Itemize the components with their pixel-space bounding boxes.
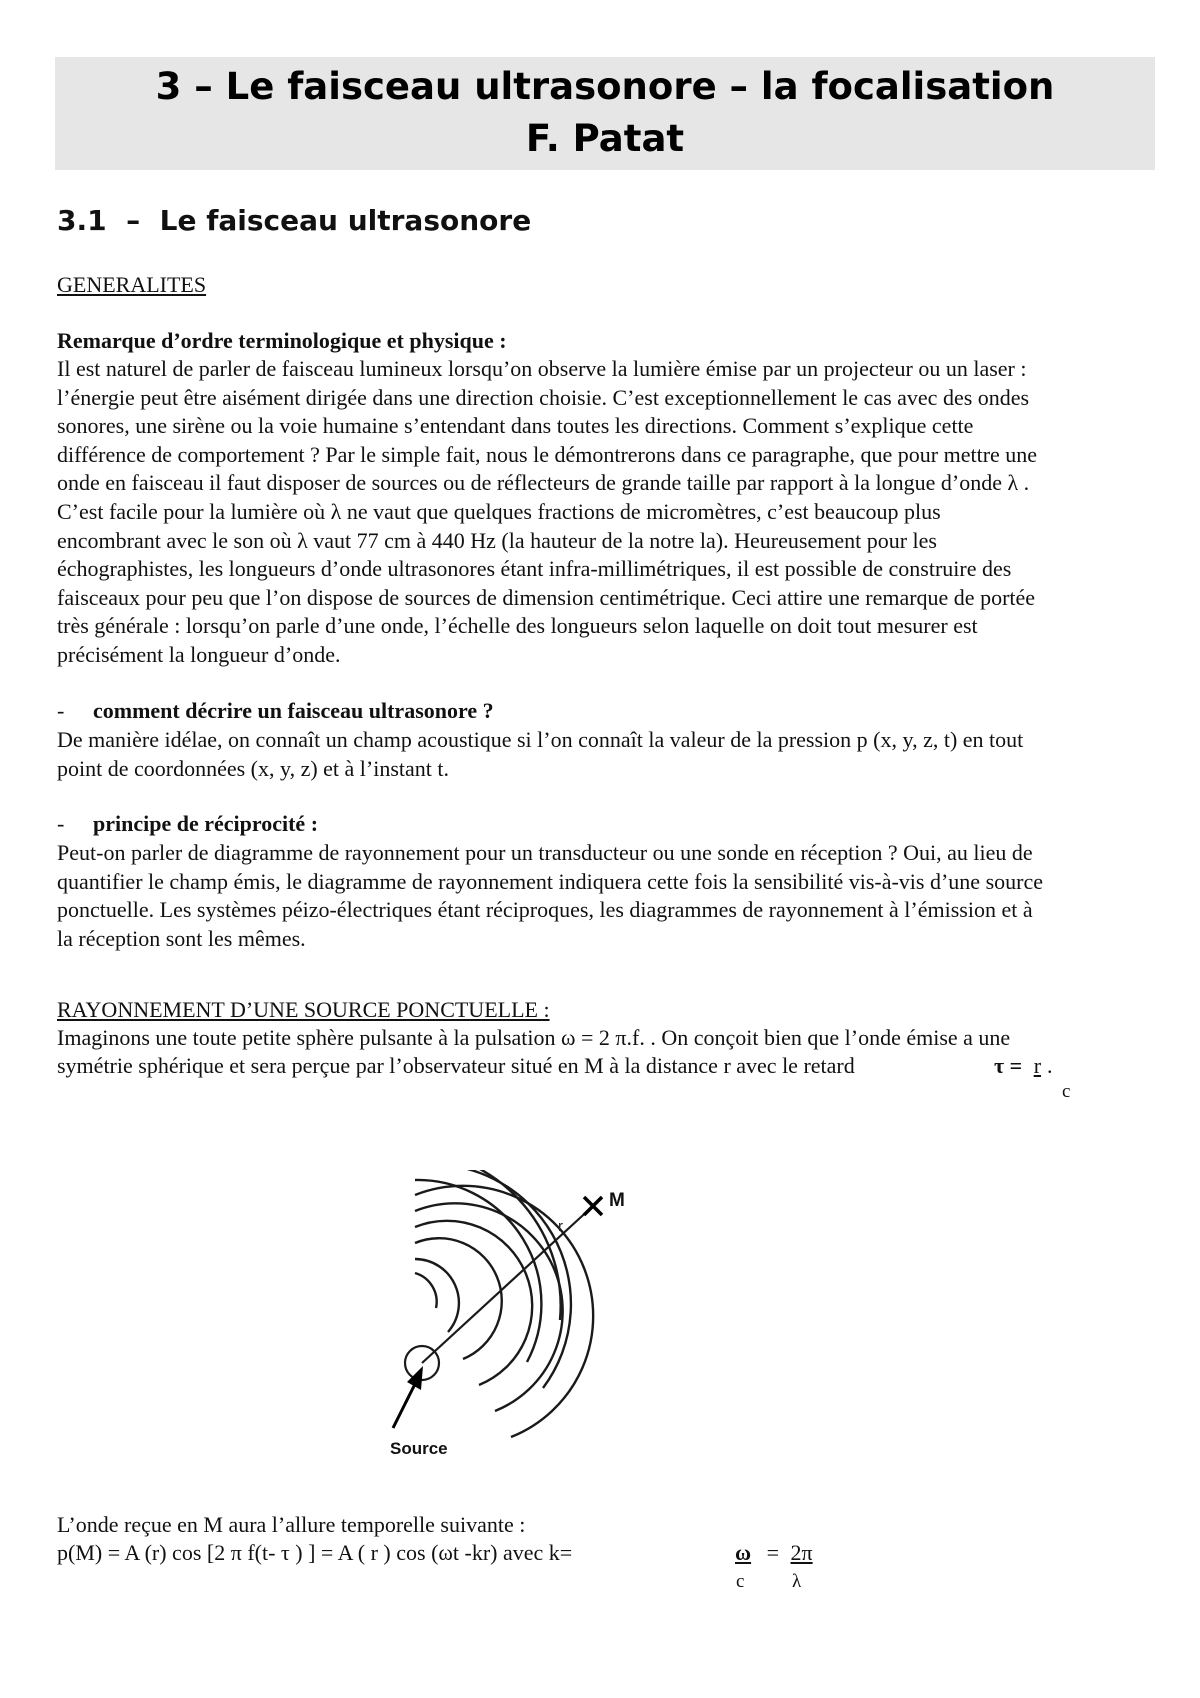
point-source-heading: RAYONNEMENT D’UNE SOURCE PONCTUELLE :: [57, 997, 550, 1022]
label-source: Source: [390, 1439, 448, 1458]
section-heading: [57, 204, 531, 237]
paragraph-line: Peut-on parler de diagramme de rayonnement pour un transducteur ou une sonde en réception ? Oui, au lieu de: [57, 840, 1033, 865]
observer-cross-icon: [584, 1197, 602, 1215]
paragraph-line: l’énergie peut être aisément dirigée dans une direction choisie. C’est exceptionnellement le cas avec des ondes: [57, 384, 1030, 410]
label-r: r: [558, 1218, 563, 1235]
wavefront-arc: [415, 1170, 571, 1388]
document-author: F. Patat: [525, 117, 685, 160]
section-title: Le faisceau ultrasonore: [159, 204, 532, 237]
paragraph-line: précisément la longueur d’onde.: [57, 641, 341, 667]
point-source-line: symétrie sphérique et sera perçue par l’observateur situé en M à la distance r avec le retard: [57, 1053, 855, 1078]
paragraph-line: point de coordonnées (x, y, z) et à l’instant t.: [57, 755, 450, 781]
title-box: [55, 57, 1155, 170]
wave-formula: p(M) = A (r) cos [2 π f(t- τ ) ] = A ( r ) cos (ωt -kr) avec k=: [57, 1540, 573, 1565]
paragraph-line: différence de comportement ? Par le simple fait, nous le démontrerons dans ce paragraphe, que pour mettre une: [57, 441, 1038, 467]
generalites-paragraph: [57, 355, 1162, 670]
label-m: M: [609, 1190, 625, 1211]
reciprocity-heading-text: principe de réciprocité :: [93, 811, 319, 836]
frac1-numerator: ω: [735, 1540, 752, 1565]
paragraph-line: ponctuelle. Les systèmes péizo-électriques étant réciproques, les diagrammes de rayonnement à l’émission et à: [57, 897, 1033, 923]
paragraph-line: sonores, une sirène ou la voie humaine s’entendant dans toutes les directions. Comment s’explique cette: [57, 413, 974, 439]
paragraph-line: échographistes, les longueurs d’onde ultrasonores étant infra-millimétriques, il est possible de construire des: [57, 556, 1012, 582]
point-source-line: Imaginons une toute petite sphère pulsante à la pulsation ω = 2 π.f. . On conçoit bien que l’onde émise a une: [57, 1025, 1011, 1050]
reciprocity-heading: [57, 811, 318, 837]
fraction-equals: =: [766, 1540, 780, 1565]
paragraph-line: très générale : lorsqu’on parle d’une onde, l’échelle des longueurs selon laquelle on doit tout mesurer est: [57, 613, 978, 639]
frac1-denominator: c: [736, 1571, 745, 1592]
wavefront-arc: [415, 1186, 593, 1437]
wave-intro: L’onde reçue en M aura l’allure temporelle suivante :: [57, 1512, 526, 1537]
point-source-diagram: [375, 1170, 695, 1460]
tau-numerator: r: [1033, 1053, 1042, 1078]
wavefront-arc: [415, 1273, 437, 1308]
reciprocity-paragraph: [57, 839, 1162, 953]
describe-heading: [57, 698, 494, 724]
remark-heading: Remarque d’ordre terminologique et physique :: [57, 328, 507, 353]
frac2-denominator: λ: [792, 1571, 802, 1592]
tau-period: .: [1047, 1053, 1053, 1078]
tau-formula: [994, 1053, 1053, 1079]
paragraph-line: C’est facile pour la lumière où λ ne vaut que quelques fractions de micromètres, c’est beaucoup plus: [57, 498, 941, 524]
bullet-dash: -: [57, 698, 65, 723]
k-fraction: [731, 1540, 813, 1566]
frac2-numerator: 2π: [790, 1540, 813, 1565]
describe-paragraph: [57, 726, 1162, 783]
section-number: 3.1: [57, 204, 107, 237]
describe-heading-text: comment décrire un faisceau ultrasonore ?: [93, 698, 494, 723]
paragraph-line: quantifier le champ émis, le diagramme de rayonnement indiquera cette fois la sensibilité vis-à-vis d’une source: [57, 868, 1043, 894]
bullet-dash: -: [57, 811, 65, 836]
section-separator: –: [126, 204, 141, 237]
paragraph-line: faisceaux pour peu que l’on dispose de sources de dimension centimétrique. Ceci attire une remarque de portée: [57, 584, 1036, 610]
paragraph-line: la réception sont les mêmes.: [57, 925, 306, 951]
paragraph-line: encombrant avec le son où λ vaut 77 cm à 440 Hz (la hauteur de la notre la). Heureusement pour les: [57, 527, 937, 553]
generalites-heading: GENERALITES: [57, 272, 207, 297]
document-title: 3 – Le faisceau ultrasonore – la focalisation: [155, 65, 1055, 108]
paragraph-line: onde en faisceau il faut disposer de sources ou de réflecteurs de grande taille par rapport à la longue d’onde λ .: [57, 470, 1030, 496]
tau-symbol: τ =: [994, 1053, 1023, 1078]
paragraph-line: Il est naturel de parler de faisceau lumineux lorsqu’on observe la lumière émise par un projecteur ou un laser :: [57, 356, 1027, 381]
paragraph-line: De manière idélae, on connaît un champ acoustique si l’on connaît la valeur de la pression p (x, y, z, t) en tout: [57, 727, 1024, 752]
tau-denominator: c: [1062, 1081, 1071, 1102]
